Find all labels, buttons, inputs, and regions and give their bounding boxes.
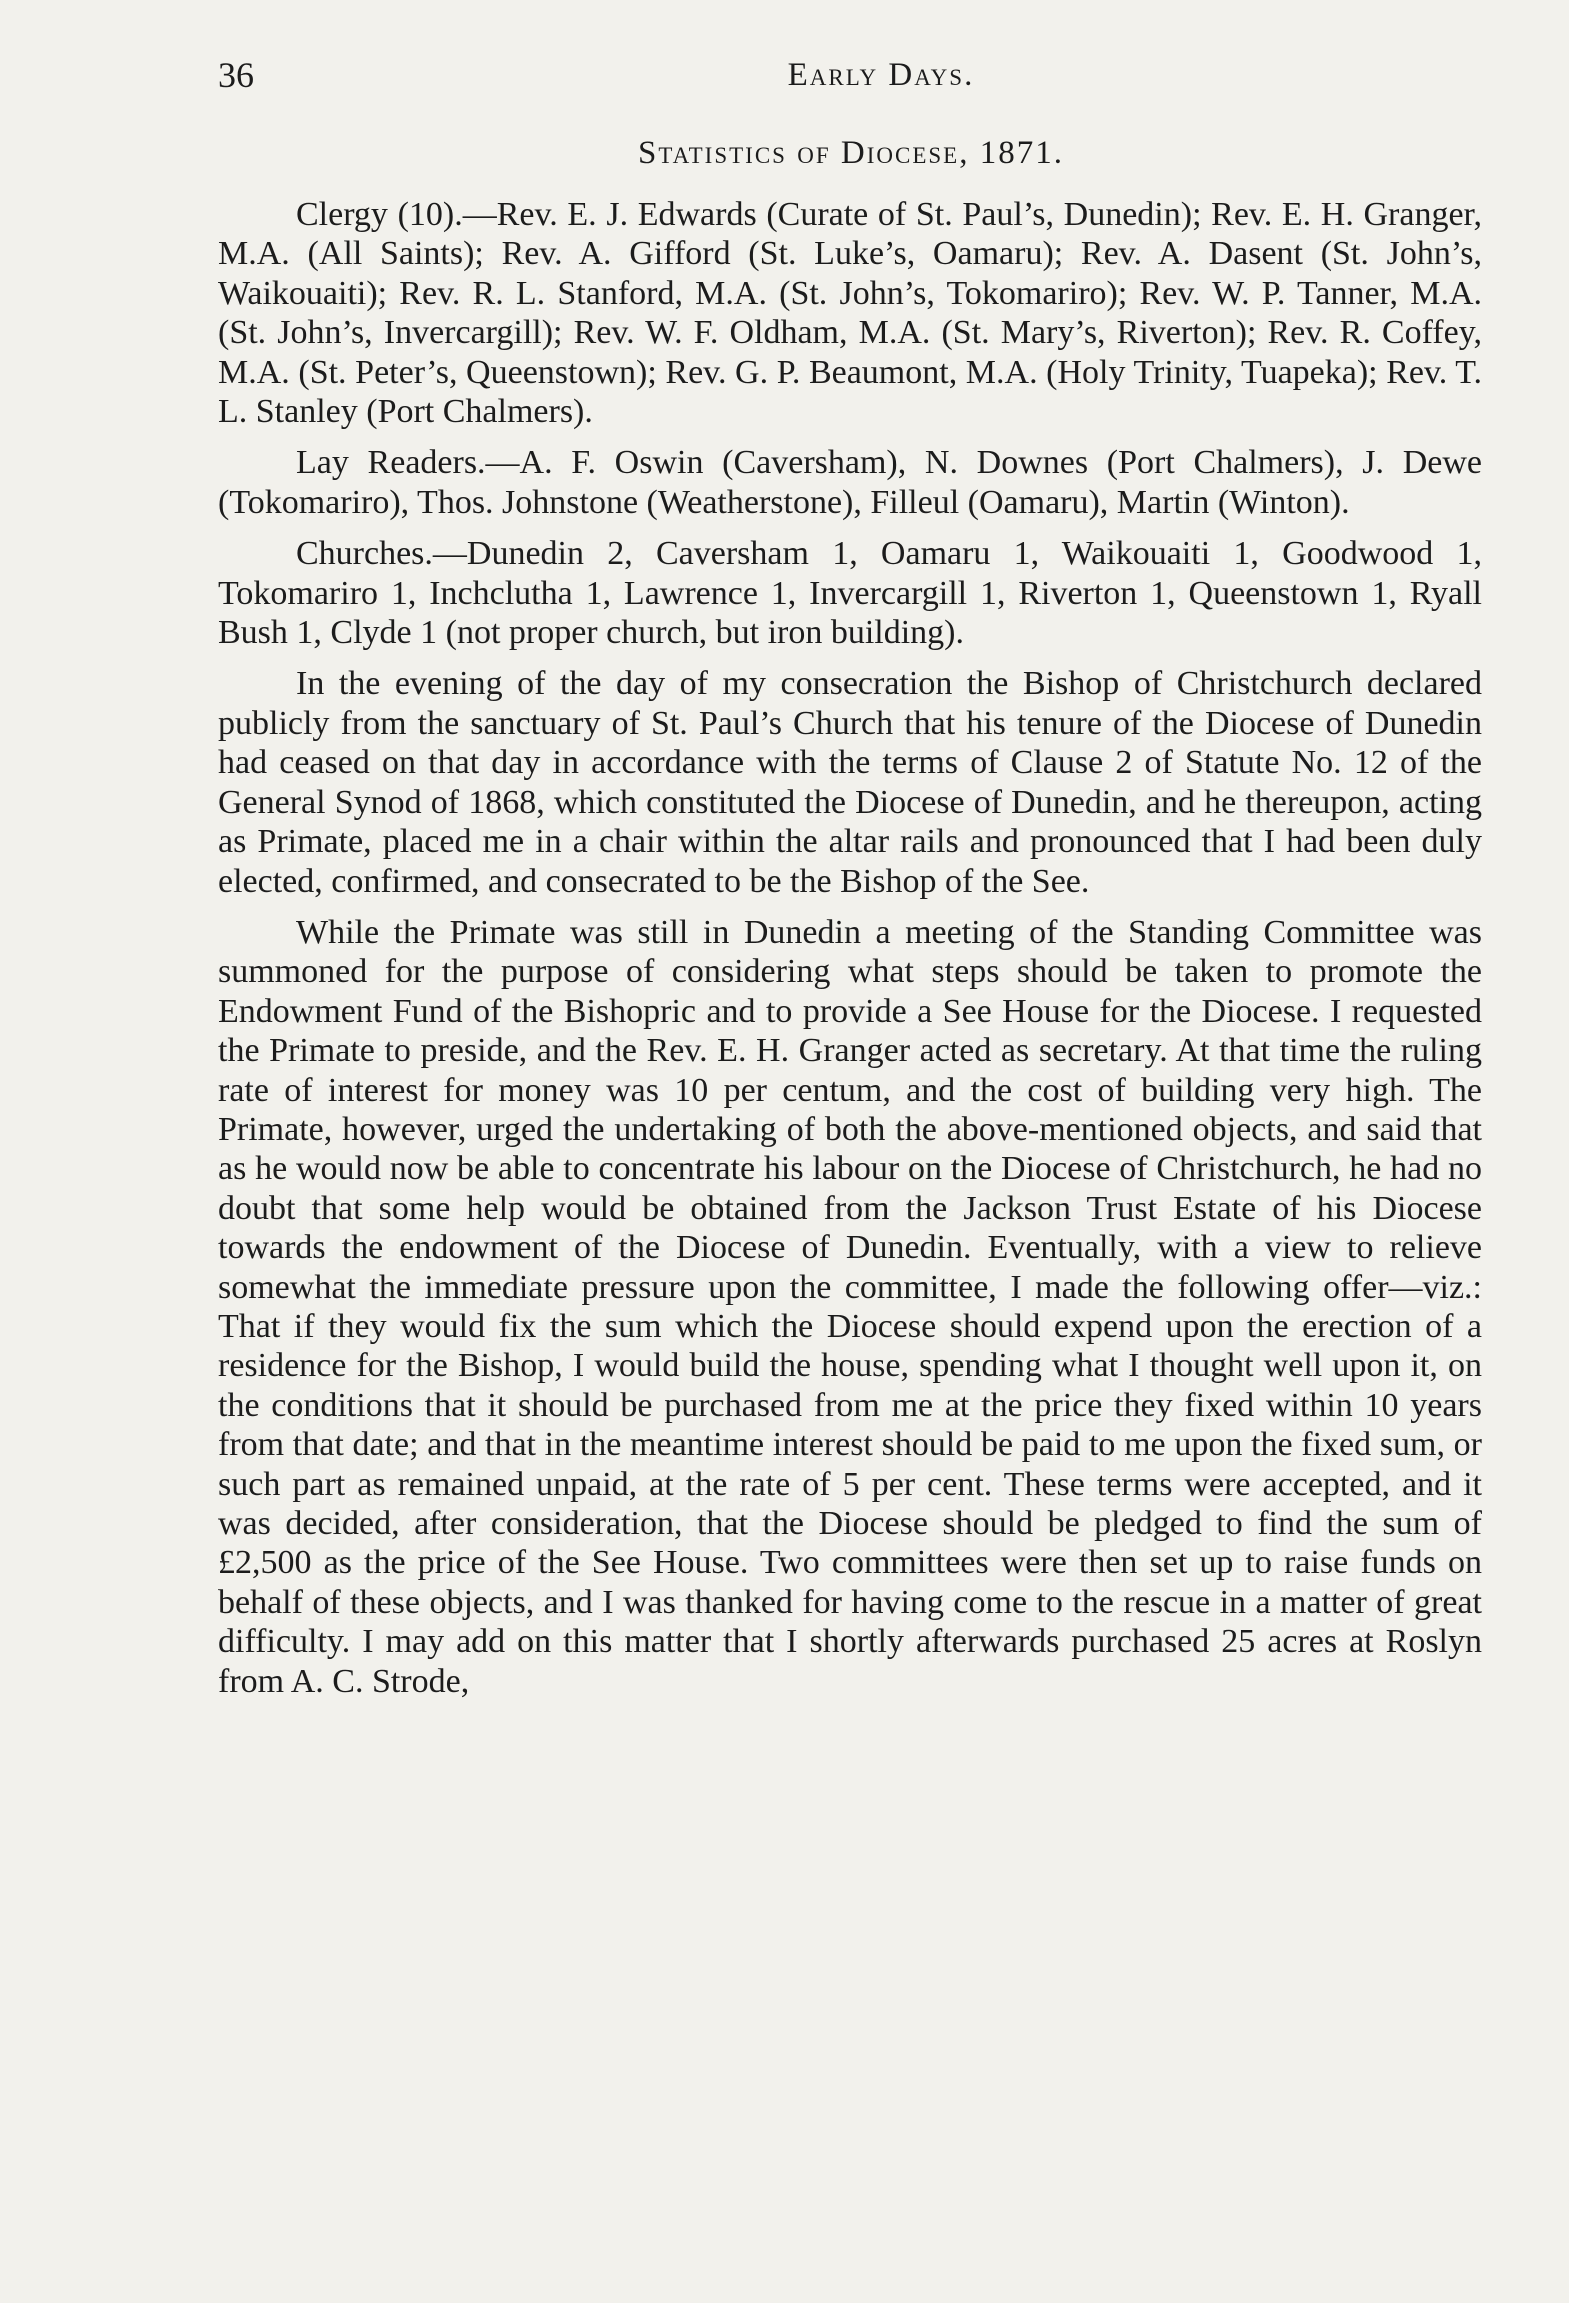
page-number: 36 — [218, 55, 254, 95]
paragraph-standing-committee: While the Primate was still in Dunedin a meeting of the Standing Committee was summoned for the purpose of considering what steps should be taken to promote the Endowment Fund of the Bishopric and to provide a See House for the Diocese. I requested the Primate to preside, and the Rev. E. H. Granger acted as secretary. At that time the ruling rate of interest for money was 10 per centum, and the cost of building very high. The Primate, however, urged the undertaking of both the above-mentioned objects, and said that as he would now be able to concentrate his labour on the Diocese of Christchurch, he had no doubt that some help would be obtained from the Jackson Trust Estate of his Diocese towards the endowment of the Diocese of Dunedin. Eventually, with a view to relieve somewhat the immediate pressure upon the committee, I made the following offer—viz.: That if they would fix the sum which the Diocese should expend upon the erection of a residence for the Bishop, I would build the house, spending what I thought well upon it, on the conditions that it should be purchased from me at the price they fixed within 10 years from that date; and that in the meantime interest should be paid to me upon the fixed sum, or such part as remained unpaid, at the rate of 5 per cent. These terms were accepted, and it was decided, after consideration, that the Diocese should be pledged to find the sum of £2,500 as the price of the See House. Two committees were then set up to raise funds on behalf of these objects, and I was thanked for having come to the rescue in a matter of great difficulty. I may add on this matter that I shortly afterwards purchased 25 acres at Roslyn from A. C. Strode, — [218, 913, 1482, 1700]
paragraph-lay-readers: Lay Readers.—A. F. Oswin (Caversham), N. Downes (Port Chalmers), J. Dewe (Tokomariro), Thos. Johnstone (Weatherstone), Filleul (Oamaru), Martin (Winton). — [218, 444, 1482, 521]
running-head — [216, 50, 1486, 100]
paragraph-churches: Churches.—Dunedin 2, Caversham 1, Oamaru 1, Waikouaiti 1, Goodwood 1, Tokomariro 1, Inchclutha 1, Lawrence 1, Invercargill 1, Riverton 1, Queenstown 1, Ryall Bush 1, Clyde 1 (not proper church, but iron building). — [218, 535, 1482, 652]
running-title: Early Days. — [787, 57, 975, 93]
paragraph-clergy: Clergy (10).—Rev. E. J. Edwards (Curate of St. Paul’s, Dunedin); Rev. E. H. Granger, M.A. (All Saints); Rev. A. Gifford (St. Luke’s, Oamaru); Rev. A. Dasent (St. John’s, Waikouaiti); Rev. R. L. Stanford, M.A. (St. John’s, Tokomariro); Rev. W. P. Tanner, M.A. (St. John’s, Invercargill); Rev. W. F. Oldham, M.A. (St. Mary’s, Riverton); Rev. R. Coffey, M.A. (St. Peter’s, Queenstown); Rev. G. P. Beaumont, M.A. (Holy Trinity, Tuapeka); Rev. T. L. Stanley (Port Chalmers). — [218, 196, 1482, 431]
body-text — [218, 195, 1482, 1713]
paragraph-consecration: In the evening of the day of my consecration the Bishop of Christchurch declared publicly from the sanctuary of St. Paul’s Church that his tenure of the Diocese of Dunedin had ceased on that day in accordance with the terms of Clause 2 of Statute No. 12 of the General Synod of 1868, which constituted the Diocese of Dunedin, and he thereupon, acting as Primate, placed me in a chair within the altar rails and pronounced that I had been duly elected, confirmed, and consecrated to be the Bishop of the See. — [218, 665, 1482, 900]
section-title: Statistics of Diocese, 1871. — [638, 135, 1064, 171]
